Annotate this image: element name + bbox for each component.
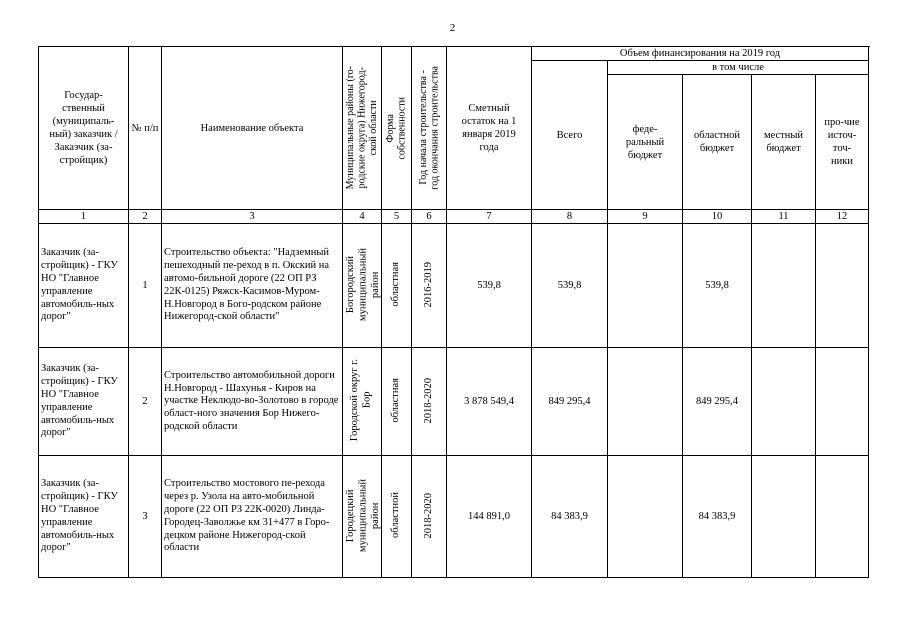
row-object: Строительство мостового пе-рехода через р. Узола на авто-мобильной дороге (22 ОП РЗ 22К-0020) Линда-Городец-Заволжье км 31+477 в Горо-децком районе Нижегород-ской области	[162, 456, 343, 578]
column-number: 10	[683, 210, 752, 224]
row-estimate: 539,8	[447, 224, 532, 348]
header-local: местный бюджет	[752, 75, 816, 210]
financing-table	[38, 46, 869, 578]
header-estimate: Сметный остаток на 1 января 2019 года	[447, 47, 532, 210]
header-ownership: Форма собственности	[382, 47, 412, 210]
row-local	[752, 456, 816, 578]
header-financing-2019: Объем финансирования на 2019 год	[532, 47, 869, 61]
row-federal	[608, 224, 683, 348]
row-customer: Заказчик (за-стройщик) - ГКУ НО "Главное управление автомобиль-ных дорог"	[39, 224, 129, 348]
header-federal: феде-ральный бюджет	[608, 75, 683, 210]
header-customer: Государ-ственный (муниципаль-ный) заказчик / Заказчик (за-стройщик)	[39, 47, 129, 210]
row-district: Богородский муниципальный район	[343, 224, 382, 348]
row-num: 1	[129, 224, 162, 348]
row-local	[752, 224, 816, 348]
column-number: 8	[532, 210, 608, 224]
page-number: 2	[449, 22, 456, 34]
header-districts: Муниципальные районы (го- родские округа) Нижегород- ской области	[343, 47, 382, 210]
row-num: 3	[129, 456, 162, 578]
header-total: Всего	[532, 61, 608, 210]
row-federal	[608, 456, 683, 578]
table-row	[39, 456, 869, 578]
row-other	[816, 456, 869, 578]
row-other	[816, 348, 869, 456]
header-including: в том числе	[608, 61, 869, 75]
row-estimate: 3 878 549,4	[447, 348, 532, 456]
header-object-name: Наименование объекта	[162, 47, 343, 210]
row-district: Городецкий муниципальный район	[343, 456, 382, 578]
row-regional: 539,8	[683, 224, 752, 348]
table-row	[39, 224, 869, 348]
column-number: 7	[447, 210, 532, 224]
header-num: № п/п	[129, 47, 162, 210]
row-total: 84 383,9	[532, 456, 608, 578]
row-ownership: областной	[382, 456, 412, 578]
column-number: 5	[382, 210, 412, 224]
header-regional: областной бюджет	[683, 75, 752, 210]
row-total: 539,8	[532, 224, 608, 348]
row-object: Строительство автомобильной дороги Н.Новгород - Шахунья - Киров на участке Неклюдо-во-Золотово в городе област-ного значения Бор Нижего-родской области	[162, 348, 343, 456]
column-number: 4	[343, 210, 382, 224]
row-ownership: областная	[382, 348, 412, 456]
row-local	[752, 348, 816, 456]
row-years: 2016-2019	[412, 224, 447, 348]
row-district: Городской округ г. Бор	[343, 348, 382, 456]
table-row	[39, 348, 869, 456]
row-regional: 849 295,4	[683, 348, 752, 456]
column-number: 2	[129, 210, 162, 224]
column-number: 1	[39, 210, 129, 224]
row-object: Строительство объекта: "Надземный пешеходный пе-реход в п. Окский на автомо-бильной дороге (22 ОП РЗ 22К-0125) Ряжск-Касимов-Муром-Н.Новгород в Бого-родском районе Нижегород-ской области"	[162, 224, 343, 348]
row-federal	[608, 348, 683, 456]
row-total: 849 295,4	[532, 348, 608, 456]
row-customer: Заказчик (за-стройщик) - ГКУ НО "Главное управление автомобиль-ных дорог"	[39, 348, 129, 456]
row-ownership: областная	[382, 224, 412, 348]
row-regional: 84 383,9	[683, 456, 752, 578]
row-estimate: 144 891,0	[447, 456, 532, 578]
row-other	[816, 224, 869, 348]
header-years: Год начала строительства - год окончания строительства	[412, 47, 447, 210]
header-other: про-чие источ-точ-ники	[816, 75, 869, 210]
column-number: 6	[412, 210, 447, 224]
row-years: 2018-2020	[412, 348, 447, 456]
column-number: 11	[752, 210, 816, 224]
row-years: 2018-2020	[412, 456, 447, 578]
row-customer: Заказчик (за-стройщик) - ГКУ НО "Главное управление автомобиль-ных дорог"	[39, 456, 129, 578]
column-numbers-row	[39, 210, 869, 224]
column-number: 3	[162, 210, 343, 224]
column-number: 9	[608, 210, 683, 224]
column-number: 12	[816, 210, 869, 224]
row-num: 2	[129, 348, 162, 456]
